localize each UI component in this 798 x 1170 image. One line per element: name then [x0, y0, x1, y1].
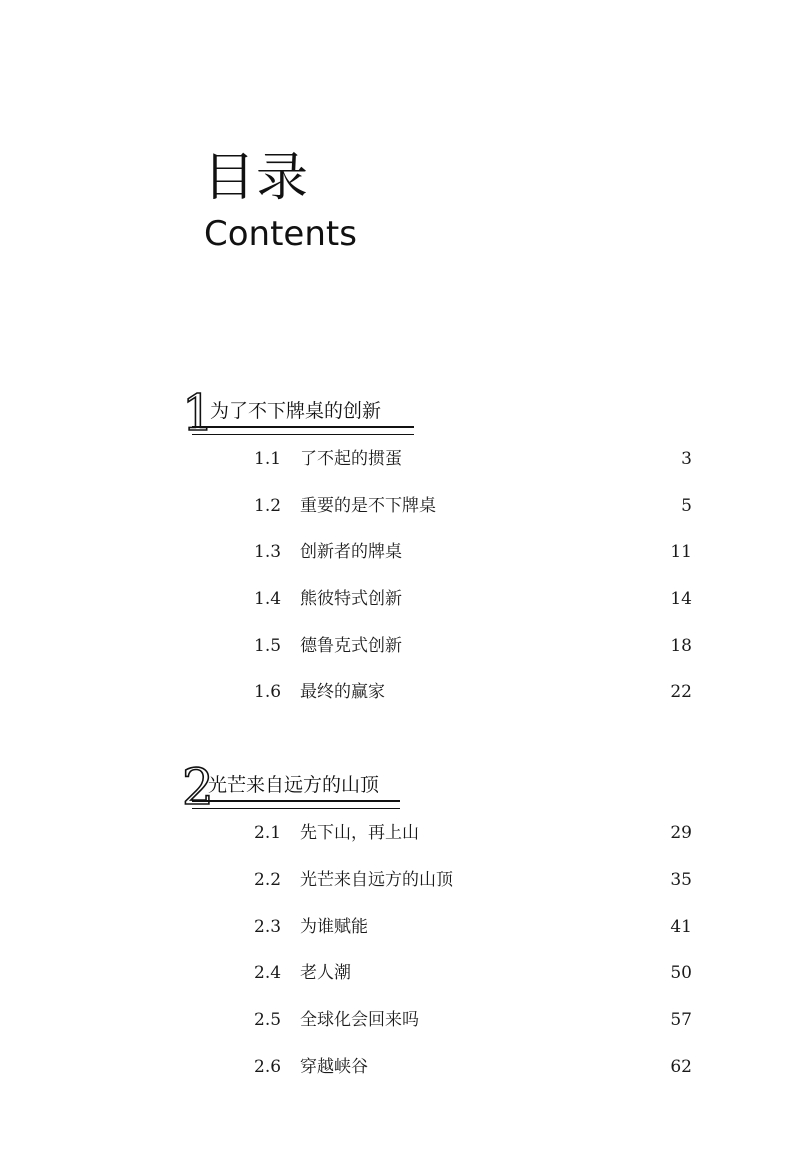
toc-entry-number: 1.3	[254, 542, 282, 562]
toc-entry-title: 了不起的掼蛋	[300, 449, 402, 469]
toc-entry-1-4[interactable]	[0, 584, 798, 614]
toc-entry-1-5[interactable]	[0, 631, 798, 661]
toc-entry-2-3[interactable]	[0, 912, 798, 942]
toc-entry-number: 2.6	[254, 1057, 282, 1077]
toc-entry-1-2[interactable]	[0, 491, 798, 521]
toc-entry-number: 1.5	[254, 636, 282, 656]
toc-entry-number: 1.2	[254, 496, 282, 516]
toc-entry-page: 62	[670, 1057, 692, 1077]
chapter-2-underline	[192, 800, 400, 809]
toc-entry-page: 41	[670, 917, 692, 937]
chapter-1-heading[interactable]	[182, 384, 422, 442]
toc-entry-page: 14	[670, 589, 692, 609]
toc-entry-page: 57	[670, 1010, 692, 1030]
toc-entry-number: 2.1	[254, 823, 282, 843]
toc-entry-number: 2.5	[254, 1010, 282, 1030]
page-title: 目录	[203, 148, 310, 208]
toc-entry-number: 1.4	[254, 589, 282, 609]
toc-entry-number: 2.3	[254, 917, 282, 937]
toc-entry-title: 重要的是不下牌桌	[300, 496, 436, 516]
toc-entry-page: 5	[681, 496, 692, 516]
toc-entry-title: 全球化会回来吗	[300, 1010, 419, 1030]
toc-entry-1-1[interactable]	[0, 444, 798, 474]
chapter-2-title: 光芒来自远方的山顶	[208, 774, 380, 796]
toc-entry-title: 老人潮	[300, 963, 351, 983]
toc-entry-page: 35	[670, 870, 692, 890]
toc-entry-title: 熊彼特式创新	[300, 589, 402, 609]
toc-entry-number: 1.1	[254, 449, 282, 469]
toc-entry-2-4[interactable]	[0, 958, 798, 988]
toc-entry-title: 创新者的牌桌	[300, 542, 402, 562]
chapter-1-underline	[192, 426, 414, 435]
toc-entry-number: 2.2	[254, 870, 282, 890]
toc-entry-2-1[interactable]	[0, 818, 798, 848]
toc-entry-page: 22	[670, 682, 692, 702]
toc-entry-page: 11	[670, 542, 692, 562]
toc-entry-2-2[interactable]	[0, 865, 798, 895]
toc-entry-title: 光芒来自远方的山顶	[300, 870, 453, 890]
toc-entry-title: 最终的赢家	[300, 682, 385, 702]
toc-entry-title: 德鲁克式创新	[300, 636, 402, 656]
toc-entry-page: 18	[670, 636, 692, 656]
toc-entry-1-6[interactable]	[0, 677, 798, 707]
toc-entry-title: 穿越峡谷	[300, 1057, 368, 1077]
toc-entry-2-5[interactable]	[0, 1005, 798, 1035]
chapter-2-heading[interactable]	[182, 758, 422, 816]
toc-entry-title: 先下山，再上山	[300, 823, 419, 843]
page-subtitle: Contents	[204, 214, 357, 254]
toc-entry-number: 2.4	[254, 963, 282, 983]
toc-entry-page: 3	[681, 449, 692, 469]
toc-entry-number: 1.6	[254, 682, 282, 702]
chapter-1-title: 为了不下牌桌的创新	[210, 400, 382, 422]
chapter-2-number: 2	[182, 758, 212, 816]
chapter-1-number: 1	[182, 384, 212, 442]
toc-entry-2-6[interactable]	[0, 1052, 798, 1082]
toc-entry-page: 50	[670, 963, 692, 983]
toc-entry-title: 为谁赋能	[300, 917, 368, 937]
toc-entry-1-3[interactable]	[0, 537, 798, 567]
toc-entry-page: 29	[670, 823, 692, 843]
